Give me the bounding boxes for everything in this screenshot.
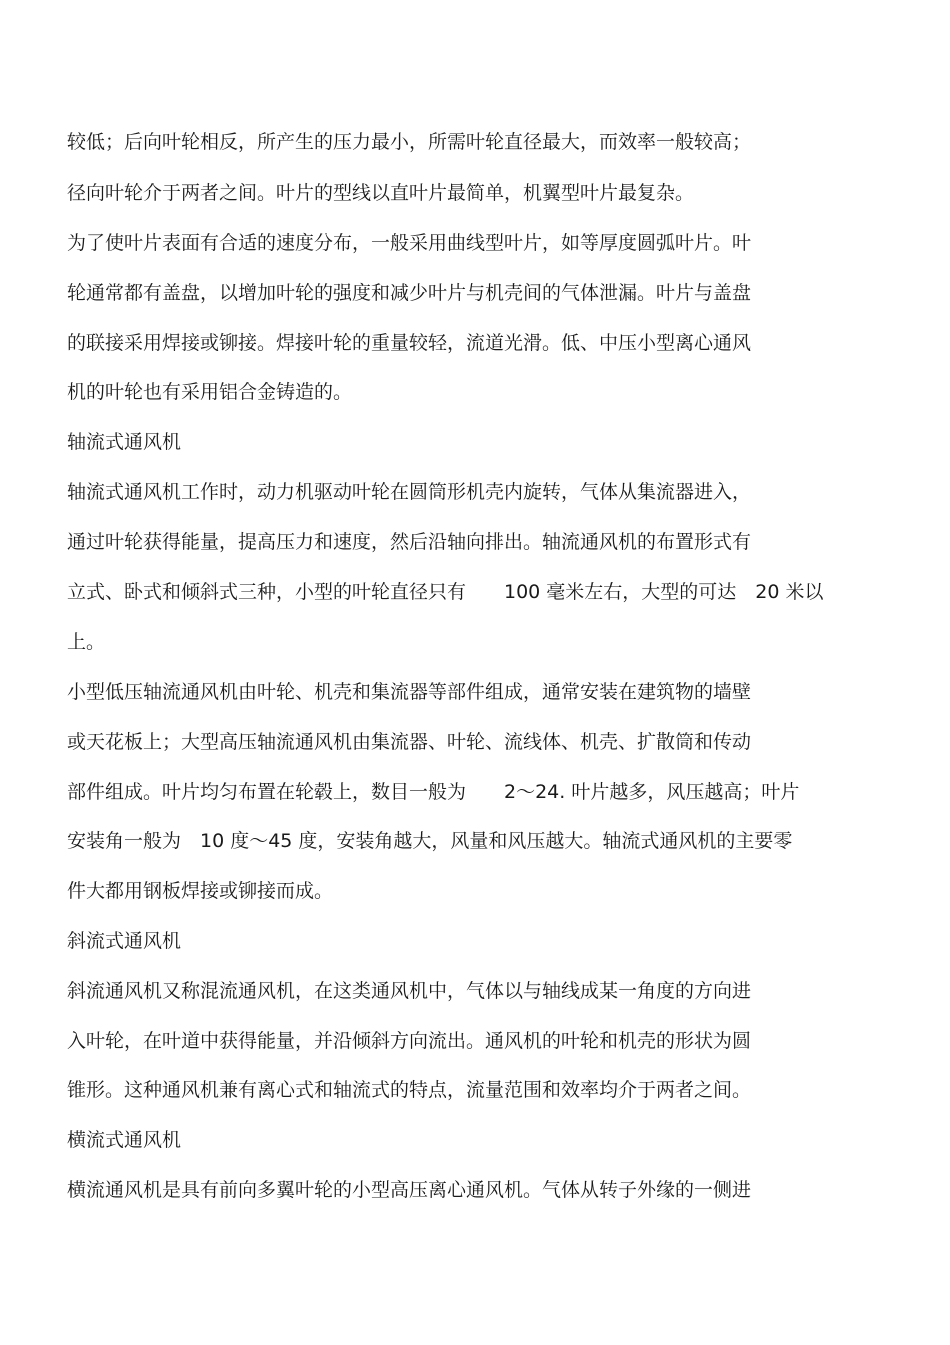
text-line: 轴流式通风机工作时，动力机驱动叶轮在圆筒形机壳内旋转，气体从集流器进入， (67, 481, 752, 503)
section-heading: 轴流式通风机 (67, 431, 182, 453)
text-line: 或天花板上；大型高压轴流通风机由集流器、叶轮、流线体、机壳、扩散筒和传动 (67, 731, 752, 753)
text-line: 上。 (67, 631, 106, 653)
text-line: 横流通风机是具有前向多翼叶轮的小型高压离心通风机。气体从转子外缘的一侧进 (67, 1179, 752, 1201)
text-line: 通过叶轮获得能量，提高压力和速度，然后沿轴向排出。轴流通风机的布置形式有 (67, 531, 752, 553)
text-line: 轮通常都有盖盘，以增加叶轮的强度和减少叶片与机壳间的气体泄漏。叶片与盖盘 (67, 282, 752, 304)
text-line: 较低；后向叶轮相反，所产生的压力最小，所需叶轮直径最大，而效率一般较高； (67, 131, 752, 153)
text-line: 的联接采用焊接或铆接。焊接叶轮的重量较轻，流道光滑。低、中压小型离心通风 (67, 332, 752, 354)
text-line: 为了使叶片表面有合适的速度分布，一般采用曲线型叶片，如等厚度圆弧叶片。叶 (67, 232, 752, 254)
text-line: 径向叶轮介于两者之间。叶片的型线以直叶片最简单，机翼型叶片最复杂。 (67, 182, 695, 204)
text-line: 小型低压轴流通风机由叶轮、机壳和集流器等部件组成，通常安装在建筑物的墙壁 (67, 681, 752, 703)
text-line: 立式、卧式和倾斜式三种，小型的叶轮直径只有 100 毫米左右，大型的可达 20 米以 (67, 581, 824, 603)
text-line: 部件组成。叶片均匀布置在轮毂上，数目一般为 2～24. 叶片越多，风压越高；叶片 (67, 781, 800, 803)
text-line: 件大都用钢板焊接或铆接而成。 (67, 880, 334, 902)
section-heading: 斜流式通风机 (67, 930, 182, 952)
text-line: 机的叶轮也有采用铝合金铸造的。 (67, 381, 353, 403)
text-line: 斜流通风机又称混流通风机，在这类通风机中，气体以与轴线成某一角度的方向进 (67, 980, 752, 1002)
section-heading: 横流式通风机 (67, 1129, 182, 1151)
text-line: 入叶轮，在叶道中获得能量，并沿倾斜方向流出。通风机的叶轮和机壳的形状为圆 (67, 1030, 752, 1052)
text-line: 锥形。这种通风机兼有离心式和轴流式的特点，流量范围和效率均介于两者之间。 (67, 1079, 752, 1101)
text-line: 安装角一般为 10 度～45 度，安装角越大，风量和风压越大。轴流式通风机的主要零 (67, 830, 793, 852)
